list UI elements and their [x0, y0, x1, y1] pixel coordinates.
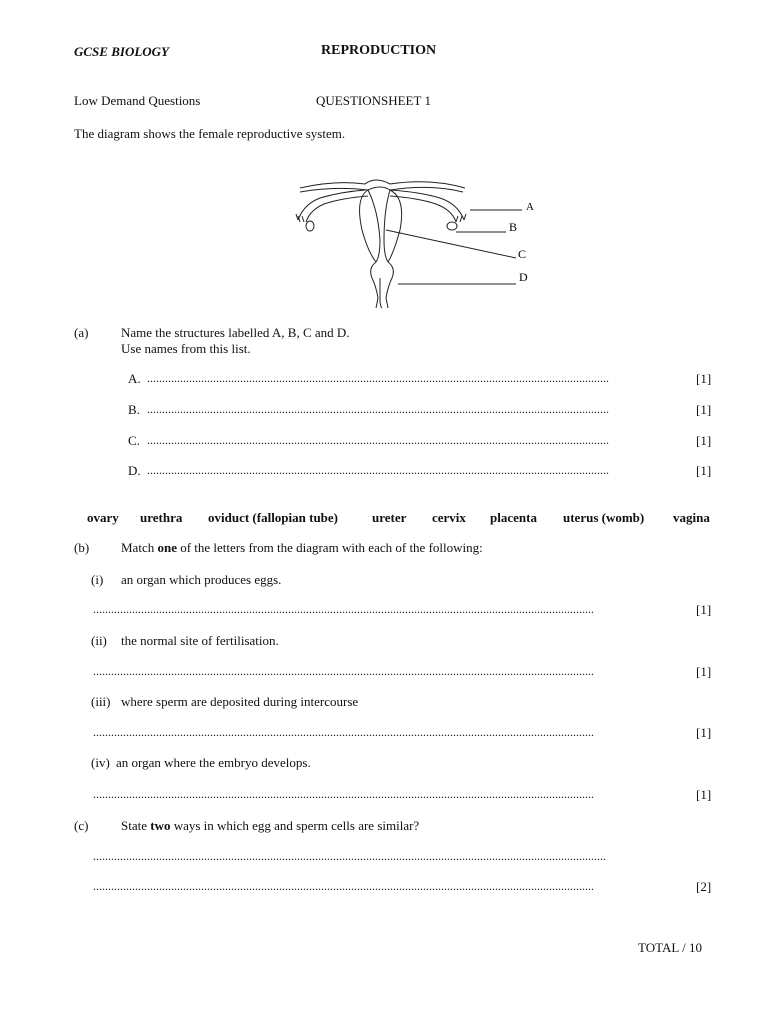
- part-a-subinstruction: Use names from this list.: [121, 341, 251, 356]
- part-c-number: (c): [74, 818, 89, 833]
- intro-text: The diagram shows the female reproductive system.: [74, 126, 346, 141]
- questionsheet-label: QUESTIONSHEET 1: [316, 93, 431, 108]
- subject-heading: GCSE BIOLOGY: [74, 44, 169, 59]
- word-uterus: uterus (womb): [563, 510, 645, 525]
- part-c-instruction: State two ways in which egg and sperm cells are similar?: [121, 818, 420, 833]
- item-iv-marks: [1]: [696, 787, 712, 802]
- part-c-marks: [2]: [696, 879, 712, 894]
- item-ii-answer-line[interactable]: .......................................................................................................................................................................: [93, 664, 594, 678]
- label-c: C: [518, 247, 527, 261]
- word-ovary: ovary: [87, 510, 119, 525]
- part-c-answer-line-1[interactable]: ...........................................................................................................................................................................: [93, 849, 606, 863]
- demand-level: Low Demand Questions: [74, 93, 201, 108]
- answer-b-letter: B.: [128, 402, 140, 417]
- part-b-instruction: Match one of the letters from the diagram with each of the following:: [121, 540, 483, 555]
- item-iv-text: an organ where the embryo develops.: [116, 755, 311, 770]
- item-iii-number: (iii): [91, 694, 111, 709]
- item-ii-marks: [1]: [696, 664, 712, 679]
- item-iii-answer-line[interactable]: .......................................................................................................................................................................: [93, 725, 594, 739]
- part-b-emphasis: one: [157, 540, 177, 555]
- part-a-instruction: Name the structures labelled A, B, C and D.: [121, 325, 350, 340]
- part-b-number: (b): [74, 540, 90, 555]
- answer-a-marks: [1]: [696, 371, 712, 386]
- item-iv-number: (iv): [91, 755, 110, 770]
- word-placenta: placenta: [490, 510, 537, 525]
- answer-b-marks: [1]: [696, 402, 712, 417]
- item-i-text: an organ which produces eggs.: [121, 572, 282, 587]
- answer-c-letter: C.: [128, 433, 140, 448]
- word-vagina: vagina: [673, 510, 710, 525]
- part-c-answer-line-2[interactable]: .......................................................................................................................................................................: [93, 879, 594, 893]
- word-urethra: urethra: [140, 510, 183, 525]
- label-d: D: [519, 270, 528, 284]
- label-b: B: [509, 220, 518, 234]
- label-a: A: [526, 201, 534, 213]
- item-i-number: (i): [91, 572, 104, 587]
- answer-c-marks: [1]: [696, 433, 712, 448]
- answer-d-line[interactable]: ..........................................................................................................................................................: [147, 463, 609, 477]
- answer-c-line[interactable]: ..........................................................................................................................................................: [147, 433, 609, 447]
- word-oviduct: oviduct (fallopian tube): [208, 510, 339, 525]
- item-ii-text: the normal site of fertilisation.: [121, 633, 279, 648]
- item-ii-number: (ii): [91, 633, 107, 648]
- answer-b-line[interactable]: ..........................................................................................................................................................: [147, 402, 609, 416]
- answer-d-letter: D.: [128, 463, 141, 478]
- item-iv-answer-line[interactable]: .......................................................................................................................................................................: [93, 787, 594, 801]
- answer-d-marks: [1]: [696, 463, 712, 478]
- topic-heading: REPRODUCTION: [321, 43, 437, 58]
- word-cervix: cervix: [432, 510, 466, 525]
- total-score: TOTAL / 10: [638, 940, 702, 955]
- item-i-answer-line[interactable]: .......................................................................................................................................................................: [93, 602, 594, 616]
- item-iii-text: where sperm are deposited during intercourse: [121, 694, 359, 709]
- answer-a-line[interactable]: ..........................................................................................................................................................: [147, 371, 609, 385]
- item-i-marks: [1]: [696, 602, 712, 617]
- part-c-emphasis: two: [150, 818, 171, 833]
- answer-a-letter: A.: [128, 371, 141, 386]
- item-iii-marks: [1]: [696, 725, 712, 740]
- reproductive-system-diagram: [280, 170, 550, 315]
- part-a-number: (a): [74, 325, 89, 340]
- word-ureter: ureter: [372, 510, 407, 525]
